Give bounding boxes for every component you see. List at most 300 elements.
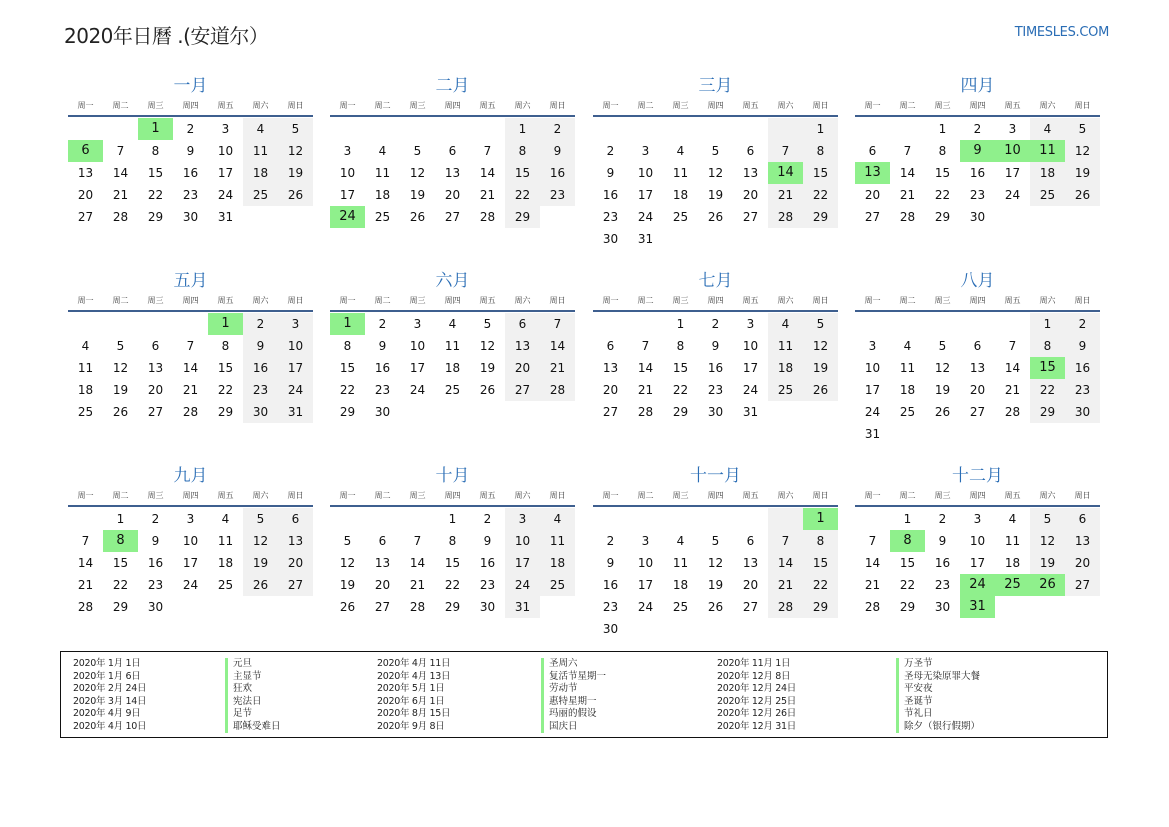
empty-day-cell xyxy=(435,118,470,140)
legend-date: 2020年 6月 1日 xyxy=(377,695,445,707)
weekday-label: 周五 xyxy=(479,101,496,110)
day-cell: 19 xyxy=(803,357,838,379)
day-cell: 9 xyxy=(606,166,615,180)
day-cell: 15 xyxy=(147,166,164,180)
weekday-label: 周日 xyxy=(549,491,566,500)
day-cell: 5 xyxy=(483,317,492,331)
legend-date: 2020年 9月 8日 xyxy=(377,720,445,732)
day-cell: 10 xyxy=(409,339,426,353)
day-cell: 11 xyxy=(77,361,94,375)
weekday-header xyxy=(855,489,1100,507)
day-cell: 10 xyxy=(182,534,199,548)
day-cell: 10 xyxy=(864,361,881,375)
holiday-day-cell: 9 xyxy=(960,140,995,162)
empty-day-cell xyxy=(470,118,505,140)
weekday-label: 周六 xyxy=(252,101,269,110)
weekday-label: 周日 xyxy=(1074,101,1091,110)
day-cell: 24 xyxy=(637,210,654,224)
weekday-label: 周三 xyxy=(934,101,951,110)
day-cell: 10 xyxy=(217,144,234,158)
day-cell: 21 xyxy=(77,578,94,592)
day-cell: 20 xyxy=(742,188,759,202)
weekday-header xyxy=(68,294,313,312)
weekday-label: 周三 xyxy=(409,296,426,305)
day-cell: 6 xyxy=(505,313,540,335)
weekday-label: 周五 xyxy=(217,296,234,305)
day-cell: 31 xyxy=(637,232,654,246)
weekday-label: 周六 xyxy=(1039,296,1056,305)
day-cell: 13 xyxy=(1065,530,1100,552)
day-cell: 27 xyxy=(1065,574,1100,596)
day-cell: 25 xyxy=(899,405,916,419)
day-cell: 28 xyxy=(479,210,496,224)
day-cell: 4 xyxy=(448,317,457,331)
day-cell: 9 xyxy=(483,534,492,548)
weekday-header xyxy=(330,489,575,507)
day-cell: 17 xyxy=(637,578,654,592)
day-cell: 16 xyxy=(374,361,391,375)
day-cell: 29 xyxy=(899,600,916,614)
month-block xyxy=(68,465,313,618)
day-cell: 3 xyxy=(186,512,195,526)
day-cell: 19 xyxy=(112,383,129,397)
empty-day-cell xyxy=(628,118,663,140)
weekday-label: 周三 xyxy=(672,296,689,305)
day-cell: 3 xyxy=(641,144,650,158)
weekday-label: 周一 xyxy=(339,491,356,500)
legend-holiday-name: 圣母无染原罪大餐 xyxy=(896,671,980,684)
day-cell: 7 xyxy=(768,530,803,552)
day-cell: 6 xyxy=(606,339,615,353)
day-cell: 14 xyxy=(77,556,94,570)
day-cell: 15 xyxy=(934,166,951,180)
empty-day-cell xyxy=(400,508,435,530)
day-cell: 15 xyxy=(505,162,540,184)
day-cell: 27 xyxy=(374,600,391,614)
day-cell: 10 xyxy=(742,339,759,353)
day-cell: 9 xyxy=(378,339,387,353)
day-cell: 30 xyxy=(969,210,986,224)
day-cell: 17 xyxy=(505,552,540,574)
weekday-label: 周日 xyxy=(812,101,829,110)
day-cell: 20 xyxy=(864,188,881,202)
day-cell: 28 xyxy=(182,405,199,419)
month-block xyxy=(593,270,838,423)
empty-day-cell xyxy=(365,508,400,530)
day-cell: 22 xyxy=(339,383,356,397)
empty-day-cell xyxy=(733,118,768,140)
day-cell: 12 xyxy=(409,166,426,180)
day-cell: 30 xyxy=(147,600,164,614)
weekday-label: 周六 xyxy=(777,101,794,110)
day-cell: 19 xyxy=(1065,162,1100,184)
day-cell: 23 xyxy=(934,578,951,592)
weekday-label: 周五 xyxy=(1004,491,1021,500)
holiday-day-cell: 8 xyxy=(103,530,138,552)
day-cell: 8 xyxy=(1030,335,1065,357)
day-cell: 25 xyxy=(374,210,391,224)
day-cell: 24 xyxy=(742,383,759,397)
legend-holiday-name: 圣诞节 xyxy=(896,696,980,709)
day-cell: 1 xyxy=(1030,313,1065,335)
day-cell: 6 xyxy=(868,144,877,158)
day-cell: 22 xyxy=(803,184,838,206)
day-cell: 19 xyxy=(278,162,313,184)
day-cell: 7 xyxy=(1008,339,1017,353)
day-cell: 17 xyxy=(339,188,356,202)
day-cell: 3 xyxy=(278,313,313,335)
day-cell: 5 xyxy=(343,534,352,548)
weekday-label: 周五 xyxy=(217,101,234,110)
day-cell: 21 xyxy=(540,357,575,379)
weekday-label: 周四 xyxy=(182,296,199,305)
day-cell: 4 xyxy=(676,534,685,548)
empty-day-cell xyxy=(890,118,925,140)
weekday-label: 周六 xyxy=(1039,491,1056,500)
weekday-label: 周三 xyxy=(147,296,164,305)
day-cell: 18 xyxy=(899,383,916,397)
day-cell: 31 xyxy=(742,405,759,419)
weekday-header xyxy=(855,99,1100,117)
day-cell: 20 xyxy=(602,383,619,397)
day-cell: 28 xyxy=(899,210,916,224)
day-cell: 21 xyxy=(409,578,426,592)
weekday-label: 周三 xyxy=(409,101,426,110)
day-cell: 5 xyxy=(1065,118,1100,140)
day-cell: 5 xyxy=(116,339,125,353)
day-cell: 27 xyxy=(969,405,986,419)
day-cell: 27 xyxy=(742,210,759,224)
legend-holiday-name: 国庆日 xyxy=(541,721,606,734)
day-cell: 3 xyxy=(1008,122,1017,136)
day-cell: 22 xyxy=(444,578,461,592)
day-cell: 2 xyxy=(186,122,195,136)
weekday-label: 周六 xyxy=(1039,101,1056,110)
holiday-day-cell: 11 xyxy=(1030,140,1065,162)
day-cell: 11 xyxy=(243,140,278,162)
weekday-label: 周日 xyxy=(287,296,304,305)
day-cell: 15 xyxy=(112,556,129,570)
month-block xyxy=(855,75,1100,228)
day-cell: 8 xyxy=(505,140,540,162)
day-cell: 10 xyxy=(969,534,986,548)
site-link[interactable]: TIMESLES.COM xyxy=(1014,25,1109,40)
day-cell: 18 xyxy=(217,556,234,570)
day-cell: 24 xyxy=(409,383,426,397)
weekday-label: 周一 xyxy=(339,101,356,110)
holiday-day-cell: 26 xyxy=(1030,574,1065,596)
day-cell: 23 xyxy=(479,578,496,592)
weekday-label: 周三 xyxy=(147,101,164,110)
weekday-label: 周五 xyxy=(479,296,496,305)
weekday-label: 周一 xyxy=(602,296,619,305)
day-cell: 1 xyxy=(116,512,125,526)
holiday-legend xyxy=(60,651,1108,738)
day-cell: 16 xyxy=(243,357,278,379)
weekday-label: 周五 xyxy=(1004,101,1021,110)
day-cell: 18 xyxy=(444,361,461,375)
day-cell: 29 xyxy=(934,210,951,224)
day-cell: 19 xyxy=(339,578,356,592)
weekday-header xyxy=(330,99,575,117)
legend-holiday-name: 圣周六 xyxy=(541,658,606,671)
day-cell: 14 xyxy=(182,361,199,375)
day-cell: 8 xyxy=(803,530,838,552)
empty-day-cell xyxy=(68,508,103,530)
day-cell: 29 xyxy=(803,206,838,228)
day-cell: 9 xyxy=(243,335,278,357)
legend-holiday-name: 狂欢 xyxy=(225,683,281,696)
day-cell: 11 xyxy=(444,339,461,353)
day-cell: 30 xyxy=(243,401,278,423)
weekday-label: 周六 xyxy=(777,491,794,500)
legend-date: 2020年 2月 24日 xyxy=(73,683,147,694)
day-cell: 19 xyxy=(243,552,278,574)
weekday-label: 周一 xyxy=(864,101,881,110)
day-cell: 18 xyxy=(672,578,689,592)
day-cell: 8 xyxy=(676,339,685,353)
day-cell: 28 xyxy=(112,210,129,224)
day-cell: 15 xyxy=(672,361,689,375)
day-cell: 12 xyxy=(339,556,356,570)
day-cell: 14 xyxy=(1004,361,1021,375)
day-cell: 26 xyxy=(803,379,838,401)
days-grid xyxy=(330,313,575,423)
day-cell: 26 xyxy=(1065,184,1100,206)
day-cell: 2 xyxy=(151,512,160,526)
weekday-label: 周日 xyxy=(549,101,566,110)
weekday-label: 周四 xyxy=(707,296,724,305)
day-cell: 20 xyxy=(969,383,986,397)
empty-day-cell xyxy=(698,118,733,140)
weekday-label: 周六 xyxy=(514,491,531,500)
day-cell: 8 xyxy=(938,144,947,158)
day-cell: 13 xyxy=(742,166,759,180)
day-cell: 2 xyxy=(938,512,947,526)
legend-dates-col-3 xyxy=(717,658,796,733)
day-cell: 10 xyxy=(339,166,356,180)
day-cell: 28 xyxy=(540,379,575,401)
day-cell: 14 xyxy=(864,556,881,570)
day-cell: 19 xyxy=(707,188,724,202)
legend-holiday-name: 宪法日 xyxy=(225,696,281,709)
day-cell: 11 xyxy=(1004,534,1021,548)
weekday-label: 周一 xyxy=(602,101,619,110)
empty-day-cell xyxy=(628,508,663,530)
days-grid xyxy=(68,118,313,228)
day-cell: 23 xyxy=(969,188,986,202)
weekday-label: 周二 xyxy=(112,101,129,110)
day-cell: 16 xyxy=(934,556,951,570)
weekday-label: 周日 xyxy=(287,491,304,500)
day-cell: 12 xyxy=(278,140,313,162)
day-cell: 24 xyxy=(217,188,234,202)
holiday-day-cell: 1 xyxy=(138,118,173,140)
weekday-label: 周三 xyxy=(672,491,689,500)
day-cell: 3 xyxy=(413,317,422,331)
day-cell: 4 xyxy=(768,313,803,335)
legend-date: 2020年 12月 31日 xyxy=(717,720,796,732)
month-block xyxy=(330,75,575,228)
weekday-label: 周五 xyxy=(742,101,759,110)
day-cell: 14 xyxy=(637,361,654,375)
weekday-label: 周六 xyxy=(252,296,269,305)
day-cell: 30 xyxy=(602,622,619,636)
weekday-label: 周五 xyxy=(217,491,234,500)
day-cell: 17 xyxy=(278,357,313,379)
weekday-label: 周二 xyxy=(899,101,916,110)
day-cell: 2 xyxy=(243,313,278,335)
day-cell: 29 xyxy=(803,596,838,618)
weekday-label: 周二 xyxy=(637,296,654,305)
day-cell: 20 xyxy=(77,188,94,202)
weekday-label: 周二 xyxy=(112,491,129,500)
day-cell: 4 xyxy=(81,339,90,353)
month-title: 二月 xyxy=(435,76,470,96)
day-cell: 26 xyxy=(112,405,129,419)
day-cell: 7 xyxy=(186,339,195,353)
day-cell: 18 xyxy=(672,188,689,202)
month-block xyxy=(68,75,313,228)
weekday-label: 周四 xyxy=(444,101,461,110)
holiday-day-cell: 24 xyxy=(330,206,365,228)
month-title: 三月 xyxy=(698,76,733,96)
day-cell: 5 xyxy=(938,339,947,353)
weekday-header xyxy=(68,489,313,507)
day-cell: 15 xyxy=(803,162,838,184)
empty-day-cell xyxy=(173,313,208,335)
day-cell: 28 xyxy=(864,600,881,614)
empty-day-cell xyxy=(103,118,138,140)
legend-holiday-name: 除夕（银行假期） xyxy=(896,721,980,734)
day-cell: 7 xyxy=(413,534,422,548)
day-cell: 10 xyxy=(637,166,654,180)
day-cell: 7 xyxy=(81,534,90,548)
empty-day-cell xyxy=(890,313,925,335)
weekday-label: 周日 xyxy=(549,296,566,305)
day-cell: 15 xyxy=(444,556,461,570)
day-cell: 27 xyxy=(278,574,313,596)
legend-names-col-2 xyxy=(541,658,606,733)
day-cell: 1 xyxy=(803,118,838,140)
day-cell: 12 xyxy=(1030,530,1065,552)
day-cell: 11 xyxy=(374,166,391,180)
day-cell: 24 xyxy=(864,405,881,419)
month-title: 十月 xyxy=(435,466,470,486)
day-cell: 22 xyxy=(112,578,129,592)
day-cell: 31 xyxy=(217,210,234,224)
day-cell: 30 xyxy=(934,600,951,614)
empty-day-cell xyxy=(698,508,733,530)
days-grid xyxy=(855,508,1100,618)
day-cell: 26 xyxy=(479,383,496,397)
day-cell: 19 xyxy=(934,383,951,397)
day-cell: 23 xyxy=(540,184,575,206)
weekday-label: 周二 xyxy=(374,101,391,110)
weekday-label: 周四 xyxy=(969,491,986,500)
day-cell: 13 xyxy=(969,361,986,375)
day-cell: 14 xyxy=(479,166,496,180)
weekday-label: 周四 xyxy=(444,296,461,305)
day-cell: 11 xyxy=(768,335,803,357)
legend-holiday-name: 足节 xyxy=(225,708,281,721)
holiday-day-cell: 10 xyxy=(995,140,1030,162)
weekday-label: 周日 xyxy=(1074,491,1091,500)
day-cell: 4 xyxy=(1008,512,1017,526)
day-cell: 15 xyxy=(803,552,838,574)
day-cell: 28 xyxy=(768,596,803,618)
weekday-label: 周六 xyxy=(777,296,794,305)
day-cell: 23 xyxy=(602,210,619,224)
day-cell: 19 xyxy=(1030,552,1065,574)
day-cell: 8 xyxy=(803,140,838,162)
day-cell: 5 xyxy=(803,313,838,335)
holiday-day-cell: 15 xyxy=(1030,357,1065,379)
weekday-label: 周二 xyxy=(374,296,391,305)
day-cell: 9 xyxy=(606,556,615,570)
day-cell: 9 xyxy=(151,534,160,548)
month-block xyxy=(593,465,838,640)
day-cell: 29 xyxy=(672,405,689,419)
day-cell: 14 xyxy=(768,552,803,574)
holiday-day-cell: 25 xyxy=(995,574,1030,596)
weekday-label: 周五 xyxy=(742,296,759,305)
legend-holiday-name: 万圣节 xyxy=(896,658,980,671)
day-cell: 25 xyxy=(217,578,234,592)
day-cell: 4 xyxy=(540,508,575,530)
holiday-day-cell: 24 xyxy=(960,574,995,596)
day-cell: 30 xyxy=(602,232,619,246)
day-cell: 22 xyxy=(934,188,951,202)
holiday-day-cell: 1 xyxy=(208,313,243,335)
day-cell: 9 xyxy=(186,144,195,158)
day-cell: 2 xyxy=(1065,313,1100,335)
day-cell: 21 xyxy=(479,188,496,202)
day-cell: 6 xyxy=(973,339,982,353)
weekday-label: 周二 xyxy=(637,491,654,500)
days-grid xyxy=(593,313,838,423)
day-cell: 9 xyxy=(938,534,947,548)
day-cell: 12 xyxy=(1065,140,1100,162)
day-cell: 4 xyxy=(1030,118,1065,140)
day-cell: 29 xyxy=(112,600,129,614)
month-title: 八月 xyxy=(960,271,995,291)
day-cell: 26 xyxy=(409,210,426,224)
day-cell: 5 xyxy=(711,534,720,548)
day-cell: 23 xyxy=(707,383,724,397)
day-cell: 1 xyxy=(938,122,947,136)
day-cell: 20 xyxy=(1065,552,1100,574)
weekday-label: 周四 xyxy=(707,101,724,110)
day-cell: 7 xyxy=(540,313,575,335)
day-cell: 5 xyxy=(1030,508,1065,530)
holiday-day-cell: 1 xyxy=(330,313,365,335)
weekday-label: 周二 xyxy=(112,296,129,305)
days-grid xyxy=(593,118,838,250)
legend-date: 2020年 3月 14日 xyxy=(73,695,147,707)
day-cell: 26 xyxy=(278,184,313,206)
month-title: 九月 xyxy=(173,466,208,486)
holiday-day-cell: 31 xyxy=(960,596,995,618)
legend-holiday-name: 平安夜 xyxy=(896,683,980,696)
day-cell: 13 xyxy=(278,530,313,552)
weekday-label: 周日 xyxy=(1074,296,1091,305)
day-cell: 23 xyxy=(1065,379,1100,401)
day-cell: 23 xyxy=(182,188,199,202)
day-cell: 22 xyxy=(147,188,164,202)
legend-date: 2020年 1月 6日 xyxy=(73,670,141,682)
day-cell: 20 xyxy=(278,552,313,574)
